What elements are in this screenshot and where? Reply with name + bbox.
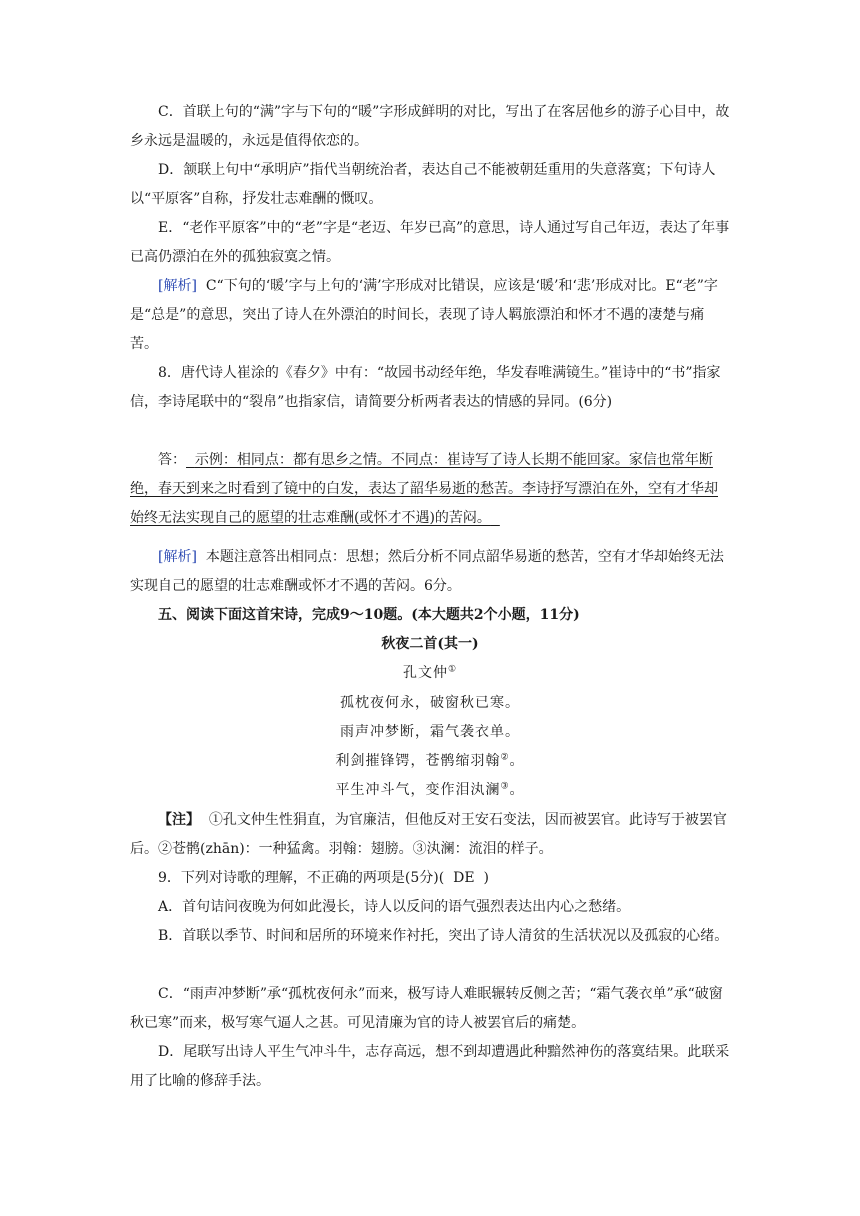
- analysis-1: [130, 272, 730, 359]
- analysis-2-text: 本题注意答出相同点：思想；然后分析不同点韶华易逝的愁苦，空有才华却始终无法实现自己的愿望的壮志难酬或怀才不遇的苦闷。6分。: [130, 549, 724, 594]
- analysis-tag: [解析]: [158, 549, 197, 565]
- poem-line-1: 孤枕夜何永，破窗秋已寒。: [340, 695, 520, 711]
- poem-line-4: 平生冲斗气，变作泪汍澜③。: [335, 781, 525, 798]
- question-8: 8．唐代诗人崔涂的《春夕》中有：“故园书动经年绝，华发春唯满镜生。”崔诗中的“书”指家信，李诗尾联中的“裂帛”也指家信，请简要分析两者表达的情感的异同。(6分): [130, 365, 721, 410]
- answer-8-text: 示例：相同点：都有思乡之情。不同点：崔诗写了诗人长期不能回家。家信也常年断绝，春天到来之时看到了镜中的白发，表达了韶华易逝的愁苦。李诗抒写漂泊在外，空有才华却始终无法实现自己的愿望的壮志难酬(或怀才不遇)的苦闷。: [130, 452, 718, 526]
- poem-line-2: 雨声冲梦断，霜气袭衣单。: [340, 724, 520, 740]
- option-e: E．“老作平原客”中的“老”字是“老迈、年岁已高”的意思，诗人通过写自己年迈，表达了年事已高仍漂泊在外的孤独寂寞之情。: [130, 220, 730, 265]
- answer-prefix: 答：: [158, 452, 186, 468]
- analysis-2: [130, 543, 730, 601]
- poem-line-3: 利剑摧锋锷，苍鹘缩羽翰②。: [335, 752, 525, 769]
- q9-option-a: A．首句诘问夜晚为何如此漫长，诗人以反问的语气强烈表达出内心之愁绪。: [158, 899, 631, 915]
- poem-title: 秋夜二首(其一): [381, 636, 479, 652]
- q9-option-d: D．尾联写出诗人平生气冲斗牛，志存高远，想不到却遭遇此种黯然神伤的落寞结果。此联采用了比喻的修辞手法。: [130, 1044, 730, 1089]
- question-9-answer: DE: [453, 870, 475, 886]
- poem-author: 孔文仲①: [402, 664, 458, 681]
- notes: [130, 806, 730, 864]
- q9-option-b: B．首联以季节、时间和居所的环境来作衬托，突出了诗人清贫的生活状况以及孤寂的心绪。: [158, 928, 729, 944]
- section-5-heading: 五、阅读下面这首宋诗，完成9～10题。(本大题共2个小题，11分): [158, 607, 580, 623]
- option-d: D．颔联上句中“承明庐”指代当朝统治者，表达自己不能被朝廷重用的失意落寞；下句诗人以“平原客”自称，抒发壮志难酬的慨叹。: [130, 162, 716, 207]
- answer-8: [130, 446, 730, 533]
- notes-label: 【注】: [158, 812, 200, 828]
- analysis-1-text: C“下句的‘暖’字与上句的‘满’字形成对比错误，应该是‘暖’和‘悲’形成对比。E“老”字是“总是”的意思，突出了诗人在外漂泊的时间长，表现了诗人羁旅漂泊和怀才不遇的凄楚与痛苦。: [130, 278, 718, 352]
- analysis-tag: [解析]: [158, 278, 197, 294]
- notes-text: ①孔文仲生性狷直，为官廉洁，但他反对王安石变法，因而被罢官。此诗写于被罢官后。②苍鹘(zhān)：一种猛禽。羽翰：翅膀。③汍澜：流泪的样子。: [130, 812, 727, 857]
- question-9: 9．下列对诗歌的理解，不正确的两项是(5分)( DE ): [158, 870, 489, 886]
- q9-option-c: C．“雨声冲梦断”承“孤枕夜何永”而来，极写诗人难眠辗转反侧之苦；“霜气袭衣单”承“破窗秋已寒”而来，极写寒气逼人之甚。可见清廉为官的诗人被罢官后的痛楚。: [130, 986, 723, 1031]
- option-c: C．首联上句的“满”字与下句的“暖”字形成鲜明的对比，写出了在客居他乡的游子心目中，故乡永远是温暖的，永远是值得依恋的。: [130, 104, 730, 149]
